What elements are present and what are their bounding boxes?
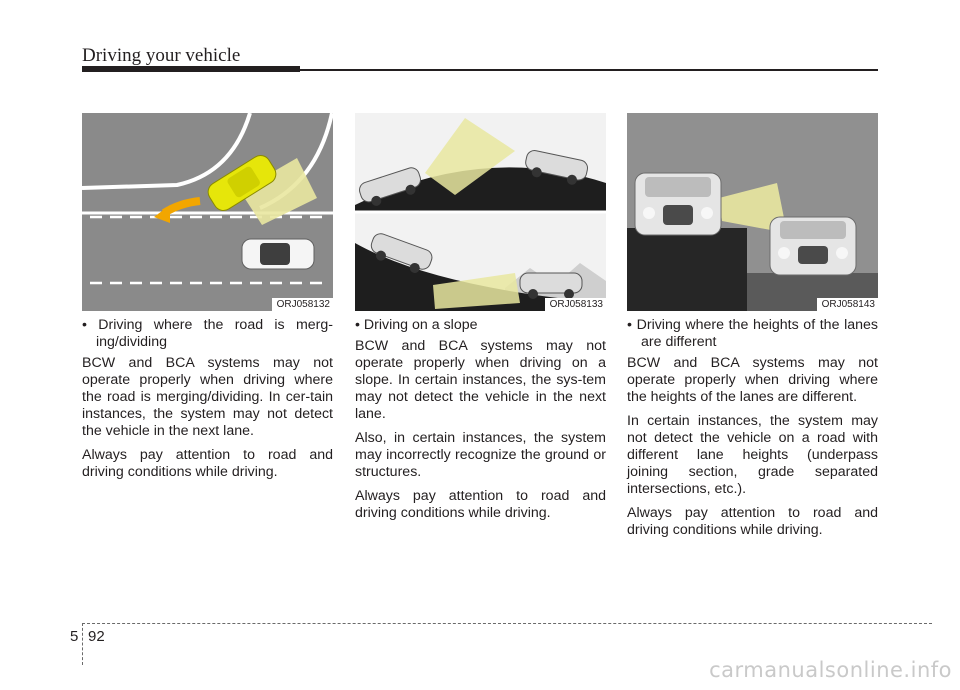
merging-road-illustration (82, 113, 333, 311)
figure-code: ORJ058132 (272, 298, 333, 311)
paragraph: Always pay attention to road and driving conditions while driving. (82, 447, 333, 480)
page-header-title: Driving your vehicle (82, 45, 241, 66)
slope-illustration (355, 113, 606, 311)
paragraph: BCW and BCA systems may not operate properly when driving where the road is merging/dividing. In cer-tain instances, the system may not detect the vehicle in the next lane. (82, 355, 333, 439)
watermark-text: carmanualsonline.info (709, 658, 952, 682)
paragraph: Always pay attention to road and driving conditions while driving. (627, 505, 878, 538)
chapter-number: 5 (70, 628, 79, 645)
text-block-slope (355, 317, 606, 522)
text-block-merging-road (82, 317, 333, 481)
footer-divider (82, 623, 83, 665)
figure-lane-heights (627, 113, 878, 311)
header-rule-thick (82, 66, 300, 72)
paragraph: BCW and BCA systems may not operate properly when driving on a slope. In certain instances, the sys-tem may not detect the vehicle in the next lane. (355, 338, 606, 422)
text-block-lane-heights (627, 317, 878, 539)
figure-slope (355, 113, 606, 311)
header-rule-thin (300, 69, 878, 71)
paragraph: Always pay attention to road and driving conditions while driving. (355, 488, 606, 521)
paragraph: In certain instances, the system may not detect the vehicle on a road with different lane heights (underpass joining section, grade separated intersections, etc.). (627, 413, 878, 497)
paragraph: Also, in certain instances, the system may incorrectly recognize the ground or structures. (355, 430, 606, 480)
footer-rule (82, 623, 932, 624)
figure-code: ORJ058133 (545, 298, 606, 311)
bullet-item: • Driving on a slope (355, 317, 606, 334)
paragraph: BCW and BCA systems may not operate properly when driving where the heights of the lanes are different. (627, 355, 878, 405)
bullet-item: • Driving where the road is merg-ing/dividing (82, 317, 333, 351)
figure-merging-road (82, 113, 333, 311)
lane-heights-illustration (627, 113, 878, 311)
page-number: 92 (88, 628, 105, 645)
column-merging-road (82, 113, 333, 481)
column-slope (355, 113, 606, 522)
bullet-item: • Driving where the heights of the lanes are different (627, 317, 878, 351)
column-lane-heights (627, 113, 878, 539)
figure-code: ORJ058143 (817, 298, 878, 311)
